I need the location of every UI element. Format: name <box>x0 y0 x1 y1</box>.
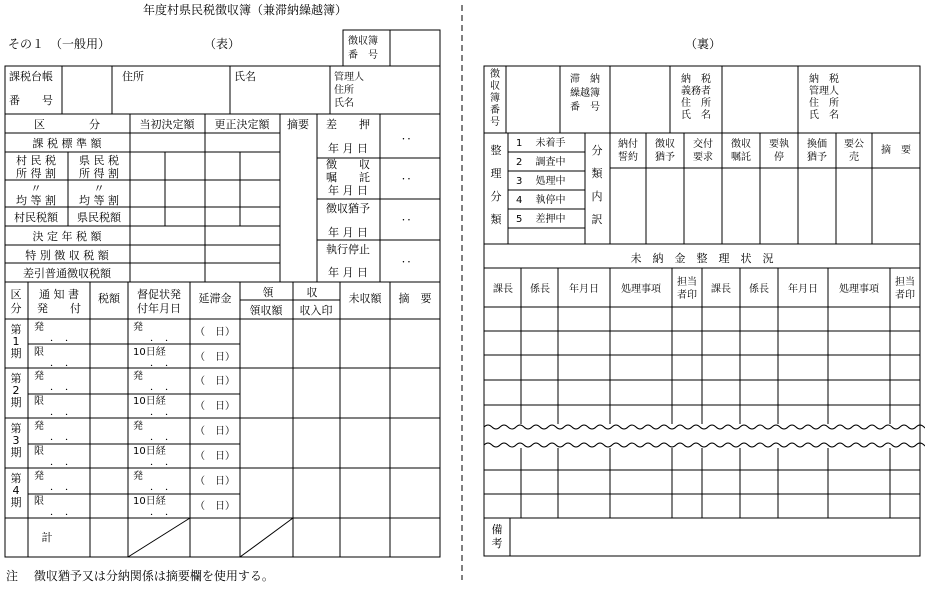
status-column-header: 課長 <box>711 284 731 295</box>
classification-detail-label: 類 <box>591 167 603 180</box>
corrected-amount-header: 更正決定額 <box>214 118 270 131</box>
reminder-header: 付年月日 <box>137 302 181 315</box>
notice-issued-label: 発 <box>34 471 44 482</box>
notice-date-dots: ． ． <box>50 432 75 443</box>
period-label: 期 <box>10 496 22 509</box>
classification-column-header: 猶予 <box>655 152 675 163</box>
ledger-number-vertical-label: 収 <box>490 81 500 92</box>
date-dots: ．． <box>401 252 419 265</box>
ledger-number-vertical-label: 号 <box>490 117 500 128</box>
exec-stop-date-label: 年 月 日 <box>328 266 368 279</box>
village-per-capita-label: 〃 <box>30 182 42 195</box>
receipt-stamp-header: 収入印 <box>299 304 333 317</box>
period-label: 2 <box>12 384 20 397</box>
classification-column-header: 交付 <box>693 139 713 150</box>
status-column-header: 者印 <box>895 290 915 301</box>
entrust-date-label: 年 月 日 <box>328 184 368 197</box>
ten-days-dots: ． ． <box>150 507 175 518</box>
classification-column-header: 納付 <box>618 139 638 150</box>
tax-base-label: 課 税 標 準 額 <box>32 137 102 150</box>
ten-days-label: 10日経 <box>133 446 166 457</box>
classification-detail-label: 分 <box>591 144 603 157</box>
classification-column-header: 停 <box>774 152 784 163</box>
arrears-number-label: 滞 納 <box>570 74 600 85</box>
ten-days-label: 10日経 <box>133 496 166 507</box>
seizure-date-label: 年 月 日 <box>328 142 368 155</box>
pref-tax-income-label: 所 得 割 <box>79 167 119 180</box>
due-date-label: 限 <box>34 446 44 457</box>
ledger-number-vertical-label: 番 <box>490 105 500 116</box>
annual-tax-label: 決 定 年 税 額 <box>32 230 102 243</box>
date-dots: ．． <box>401 210 419 223</box>
taxpayer-label: 義務者 <box>681 86 711 97</box>
late-days-label: （ 日） <box>195 376 235 387</box>
status-column-header: 者印 <box>677 290 697 301</box>
period-label: 3 <box>12 434 20 447</box>
taxpayer-label: 住 所 <box>681 98 711 109</box>
tax-manager-label: 管理人 <box>809 86 839 97</box>
classification-item: 4 執停中 <box>516 195 566 206</box>
classification-label: 理 <box>490 167 502 180</box>
account-number-label: 番 号 <box>9 94 53 107</box>
remarks-label: 備 <box>491 523 503 536</box>
period-header: 分 <box>10 302 22 315</box>
late-days-label: （ 日） <box>195 426 235 437</box>
notice-date-dots: ． ． <box>50 333 75 344</box>
status-column-header: 課長 <box>493 284 513 295</box>
date-dots: ．． <box>401 129 419 142</box>
footnote: 注 徴収猶予又は分納関係は摘要欄を使用する。 <box>6 569 274 583</box>
notice-issued-label: 発 <box>34 371 44 382</box>
pref-per-capita-label: 均 等 割 <box>79 194 119 207</box>
arrears-number-label: 繰越簿 <box>570 88 600 99</box>
ten-days-label: 10日経 <box>133 396 166 407</box>
village-tax-income-label: 村 民 税 <box>16 154 56 167</box>
classification-column-header: 売 <box>849 152 859 163</box>
postponement-label: 徴収猶予 <box>326 202 370 215</box>
notice-issued-label: 発 <box>34 421 44 432</box>
late-days-label: （ 日） <box>195 501 235 512</box>
due-date-dots: ． ． <box>50 507 75 518</box>
status-column-header: 年月日 <box>788 284 818 295</box>
seizure-label: 差 押 <box>326 118 370 131</box>
taxpayer-label: 納 税 <box>681 74 711 85</box>
pref-tax-income-label: 県 民 税 <box>79 154 119 167</box>
ledger-number-vertical-label: 徴 <box>490 69 500 80</box>
status-column-header: 担当 <box>677 277 697 288</box>
account-number-label: 課税台帳 <box>9 70 53 83</box>
classification-item: 1 未着手 <box>516 138 566 149</box>
period-header: 区 <box>10 288 22 301</box>
reminder-header: 督促状発 <box>137 288 181 301</box>
tax-manager-label: 納 税 <box>809 74 839 85</box>
classification-column-header: 要執 <box>769 139 789 150</box>
village-tax-total-label: 村民税額 <box>14 211 58 224</box>
unpaid-header: 未収額 <box>348 292 382 305</box>
status-column-header: 年月日 <box>569 284 599 295</box>
late-fee-header: 延滞金 <box>198 292 232 305</box>
postpone-date-label: 年 月 日 <box>328 226 368 239</box>
classification-label: 整 <box>490 144 502 157</box>
front-side-label: （表） <box>203 37 241 51</box>
due-date-label: 限 <box>34 496 44 507</box>
total-diagonal <box>240 518 293 557</box>
classification-column-header: 徴収 <box>655 139 675 150</box>
classification-column-header: 換価 <box>807 139 827 150</box>
period-label: 第 <box>10 372 22 385</box>
notice-header: 発 付 <box>37 302 81 315</box>
collection-entrust-label: 徴 収 <box>326 158 370 171</box>
due-date-label: 限 <box>34 396 44 407</box>
ten-days-dots: ． ． <box>150 358 175 369</box>
classification-item: 3 処理中 <box>516 176 566 187</box>
net-ordinary-collection-label: 差引普通徴収税額 <box>23 267 111 280</box>
classification-detail-label: 内 <box>591 190 603 203</box>
classification-column-header: 嘱託 <box>731 152 751 163</box>
late-days-label: （ 日） <box>195 476 235 487</box>
classification-column-header: 誓約 <box>618 152 638 163</box>
special-collection-label: 特 別 徴 収 税 額 <box>25 249 109 262</box>
late-days-label: （ 日） <box>195 451 235 462</box>
tax-manager-label: 住 所 <box>809 98 839 109</box>
execution-stop-label: 執行停止 <box>326 243 370 256</box>
reminder-issued-label: 発 <box>133 471 143 482</box>
payment-summary-header: 摘 要 <box>398 292 432 305</box>
late-days-label: （ 日） <box>195 401 235 412</box>
summary-header: 摘要 <box>287 118 309 131</box>
address-label: 住所 <box>122 70 144 83</box>
total-diagonal <box>128 518 190 557</box>
ledger-number-label: 番 号 <box>348 50 378 61</box>
manager-label: 氏名 <box>334 98 354 109</box>
total-label: 計 <box>41 531 53 544</box>
period-label: 期 <box>10 396 22 409</box>
late-days-label: （ 日） <box>195 352 235 363</box>
classification-column-header: 要求 <box>693 152 713 163</box>
classification-label: 類 <box>490 213 502 226</box>
classification-item: 2 調査中 <box>516 157 566 168</box>
classification-column-header: 摘 要 <box>881 145 911 156</box>
reminder-issued-label: 発 <box>133 322 143 333</box>
form-type-label: その１ （一般用） <box>8 37 111 51</box>
due-date-dots: ． ． <box>50 457 75 468</box>
receipt-header: 領 収 <box>262 286 318 299</box>
reminder-date-dots: ． ． <box>150 382 175 393</box>
form-title: 年度村県民税徴収簿（兼滞納繰越簿） <box>142 3 348 17</box>
period-label: 第 <box>10 323 22 336</box>
status-column-header: 担当 <box>895 277 915 288</box>
period-label: 第 <box>10 472 22 485</box>
ledger-number-label: 徴収簿 <box>348 36 378 47</box>
manager-label: 住所 <box>334 85 354 96</box>
notice-date-dots: ． ． <box>50 482 75 493</box>
collection-entrust-label: 嘱 託 <box>326 171 370 184</box>
remarks-label: 考 <box>491 537 503 550</box>
category-header: 区 分 <box>34 118 100 131</box>
status-column-header: 係長 <box>530 284 550 295</box>
status-column-header: 処理事項 <box>839 284 879 295</box>
reminder-issued-label: 発 <box>133 371 143 382</box>
classification-column-header: 徴収 <box>731 139 751 150</box>
notice-date-dots: ． ． <box>50 382 75 393</box>
receipt-amount-header: 領収額 <box>249 304 283 317</box>
late-days-label: （ 日） <box>195 327 235 338</box>
village-per-capita-label: 均 等 割 <box>16 194 56 207</box>
reminder-date-dots: ． ． <box>150 432 175 443</box>
pref-per-capita-label: 〃 <box>93 182 105 195</box>
date-dots: ．． <box>401 169 419 182</box>
period-label: 第 <box>10 422 22 435</box>
initial-amount-header: 当初決定額 <box>139 118 195 131</box>
classification-detail-label: 訳 <box>591 213 603 226</box>
classification-label: 分 <box>490 190 502 203</box>
name-label: 氏名 <box>234 70 256 83</box>
tax-amount-header: 税額 <box>98 292 120 305</box>
arrears-number-label: 番 号 <box>570 102 600 113</box>
due-date-dots: ． ． <box>50 407 75 418</box>
ledger-number-vertical-label: 簿 <box>490 93 500 104</box>
classification-column-header: 猶予 <box>807 152 827 163</box>
manager-label: 管理人 <box>334 72 364 83</box>
classification-column-header: 要公 <box>844 139 864 150</box>
notice-header: 通 知 書 <box>39 288 79 301</box>
ten-days-label: 10日経 <box>133 347 166 358</box>
pref-tax-total-label: 県民税額 <box>77 211 121 224</box>
ten-days-dots: ． ． <box>150 457 175 468</box>
notice-issued-label: 発 <box>34 322 44 333</box>
reminder-date-dots: ． ． <box>150 333 175 344</box>
period-label: 1 <box>12 335 20 348</box>
taxpayer-label: 氏 名 <box>681 110 711 121</box>
period-label: 期 <box>10 347 22 360</box>
status-title: 未 納 金 整 理 状 況 <box>630 252 774 265</box>
due-date-dots: ． ． <box>50 358 75 369</box>
classification-item: 5 差押中 <box>516 214 566 225</box>
period-label: 期 <box>10 446 22 459</box>
period-label: 4 <box>12 484 20 497</box>
reminder-issued-label: 発 <box>133 421 143 432</box>
break-gap <box>485 424 919 448</box>
due-date-label: 限 <box>34 347 44 358</box>
ten-days-dots: ． ． <box>150 407 175 418</box>
reminder-date-dots: ． ． <box>150 482 175 493</box>
status-column-header: 係長 <box>749 284 769 295</box>
tax-manager-label: 氏 名 <box>809 110 839 121</box>
status-column-header: 処理事項 <box>621 284 661 295</box>
back-side-label: （裏） <box>684 37 722 51</box>
village-tax-income-label: 所 得 割 <box>16 167 56 180</box>
